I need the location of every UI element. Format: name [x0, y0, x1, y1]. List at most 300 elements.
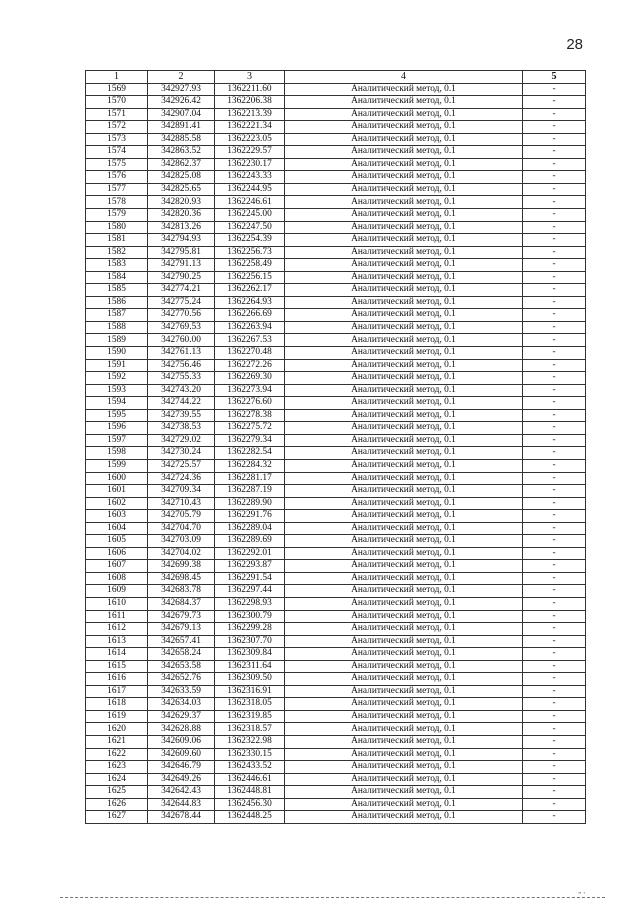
y-coordinate-cell: 1362276.60	[215, 397, 285, 410]
x-coordinate-cell: 342724.36	[148, 472, 215, 485]
method-cell: Аналитический метод, 0.1	[285, 196, 523, 209]
table-row	[86, 434, 586, 447]
method-cell: Аналитический метод, 0.1	[285, 334, 523, 347]
accuracy-cell: -	[523, 96, 586, 109]
method-cell: Аналитический метод, 0.1	[285, 372, 523, 385]
table-row	[86, 409, 586, 422]
method-cell: Аналитический метод, 0.1	[285, 522, 523, 535]
table-row	[86, 585, 586, 598]
x-coordinate-cell: 342649.26	[148, 773, 215, 786]
x-coordinate-cell: 342634.03	[148, 698, 215, 711]
y-coordinate-cell: 1362211.60	[215, 83, 285, 96]
method-cell: Аналитический метод, 0.1	[285, 409, 523, 422]
method-cell: Аналитический метод, 0.1	[285, 585, 523, 598]
table-row	[86, 422, 586, 435]
point-number-cell: 1607	[86, 560, 148, 573]
accuracy-cell: -	[523, 209, 586, 222]
point-number-cell: 1581	[86, 234, 148, 247]
point-number-cell: 1608	[86, 572, 148, 585]
x-coordinate-cell: 342820.36	[148, 209, 215, 222]
method-cell: Аналитический метод, 0.1	[285, 133, 523, 146]
point-number-cell: 1620	[86, 723, 148, 736]
accuracy-cell: -	[523, 459, 586, 472]
y-coordinate-cell: 1362293.87	[215, 560, 285, 573]
y-coordinate-cell: 1362243.33	[215, 171, 285, 184]
table-row	[86, 133, 586, 146]
x-coordinate-cell: 342710.43	[148, 497, 215, 510]
y-coordinate-cell: 1362289.90	[215, 497, 285, 510]
y-coordinate-cell: 1362244.95	[215, 183, 285, 196]
table-row	[86, 183, 586, 196]
table-row	[86, 359, 586, 372]
table-row	[86, 673, 586, 686]
method-cell: Аналитический метод, 0.1	[285, 146, 523, 159]
point-number-cell: 1594	[86, 397, 148, 410]
table-row	[86, 560, 586, 573]
accuracy-cell: -	[523, 434, 586, 447]
method-cell: Аналитический метод, 0.1	[285, 384, 523, 397]
point-number-cell: 1589	[86, 334, 148, 347]
point-number-cell: 1609	[86, 585, 148, 598]
table-row	[86, 597, 586, 610]
table-row	[86, 334, 586, 347]
table-row	[86, 547, 586, 560]
accuracy-cell: -	[523, 673, 586, 686]
point-number-cell: 1603	[86, 510, 148, 523]
y-coordinate-cell: 1362318.05	[215, 698, 285, 711]
table-row	[86, 221, 586, 234]
x-coordinate-cell: 342791.13	[148, 259, 215, 272]
x-coordinate-cell: 342774.21	[148, 284, 215, 297]
point-number-cell: 1585	[86, 284, 148, 297]
point-number-cell: 1617	[86, 685, 148, 698]
method-cell: Аналитический метод, 0.1	[285, 685, 523, 698]
y-coordinate-cell: 1362282.54	[215, 447, 285, 460]
x-coordinate-cell: 342825.08	[148, 171, 215, 184]
x-coordinate-cell: 342653.58	[148, 660, 215, 673]
method-cell: Аналитический метод, 0.1	[285, 535, 523, 548]
accuracy-cell: -	[523, 83, 586, 96]
page-number: 28	[566, 36, 583, 53]
method-cell: Аналитический метод, 0.1	[285, 497, 523, 510]
y-coordinate-cell: 1362291.54	[215, 572, 285, 585]
accuracy-cell: -	[523, 133, 586, 146]
table-row	[86, 610, 586, 623]
point-number-cell: 1623	[86, 761, 148, 774]
y-coordinate-cell: 1362229.57	[215, 146, 285, 159]
accuracy-cell: -	[523, 397, 586, 410]
accuracy-cell: -	[523, 547, 586, 560]
accuracy-cell: -	[523, 296, 586, 309]
accuracy-cell: -	[523, 761, 586, 774]
method-cell: Аналитический метод, 0.1	[285, 296, 523, 309]
accuracy-cell: -	[523, 786, 586, 799]
y-coordinate-cell: 1362275.72	[215, 422, 285, 435]
method-cell: Аналитический метод, 0.1	[285, 259, 523, 272]
point-number-cell: 1604	[86, 522, 148, 535]
method-cell: Аналитический метод, 0.1	[285, 748, 523, 761]
point-number-cell: 1619	[86, 710, 148, 723]
method-cell: Аналитический метод, 0.1	[285, 121, 523, 134]
method-cell: Аналитический метод, 0.1	[285, 811, 523, 824]
method-cell: Аналитический метод, 0.1	[285, 447, 523, 460]
y-coordinate-cell: 1362309.84	[215, 648, 285, 661]
accuracy-cell: -	[523, 610, 586, 623]
table-row	[86, 685, 586, 698]
table-row	[86, 660, 586, 673]
y-coordinate-cell: 1362230.17	[215, 158, 285, 171]
x-coordinate-cell: 342679.13	[148, 623, 215, 636]
method-cell: Аналитический метод, 0.1	[285, 572, 523, 585]
coordinates-table	[85, 70, 586, 824]
accuracy-cell: -	[523, 735, 586, 748]
x-coordinate-cell: 342704.02	[148, 547, 215, 560]
x-coordinate-cell: 342725.57	[148, 459, 215, 472]
method-cell: Аналитический метод, 0.1	[285, 309, 523, 322]
footer-mark: ” ’	[578, 891, 585, 900]
method-cell: Аналитический метод, 0.1	[285, 648, 523, 661]
y-coordinate-cell: 1362266.69	[215, 309, 285, 322]
method-cell: Аналитический метод, 0.1	[285, 347, 523, 360]
accuracy-cell: -	[523, 660, 586, 673]
method-cell: Аналитический метод, 0.1	[285, 698, 523, 711]
accuracy-cell: -	[523, 121, 586, 134]
accuracy-cell: -	[523, 246, 586, 259]
x-coordinate-cell: 342770.56	[148, 309, 215, 322]
accuracy-cell: -	[523, 447, 586, 460]
y-coordinate-cell: 1362281.17	[215, 472, 285, 485]
y-coordinate-cell: 1362221.34	[215, 121, 285, 134]
accuracy-cell: -	[523, 497, 586, 510]
x-coordinate-cell: 342775.24	[148, 296, 215, 309]
method-cell: Аналитический метод, 0.1	[285, 271, 523, 284]
table-row	[86, 698, 586, 711]
table-row	[86, 397, 586, 410]
method-cell: Аналитический метод, 0.1	[285, 221, 523, 234]
point-number-cell: 1576	[86, 171, 148, 184]
point-number-cell: 1593	[86, 384, 148, 397]
header-col-3: 3	[215, 71, 285, 84]
y-coordinate-cell: 1362318.57	[215, 723, 285, 736]
point-number-cell: 1616	[86, 673, 148, 686]
accuracy-cell: -	[523, 811, 586, 824]
method-cell: Аналитический метод, 0.1	[285, 560, 523, 573]
header-col-5: 5	[523, 71, 586, 84]
method-cell: Аналитический метод, 0.1	[285, 422, 523, 435]
y-coordinate-cell: 1362256.15	[215, 271, 285, 284]
accuracy-cell: -	[523, 510, 586, 523]
table-row	[86, 735, 586, 748]
accuracy-cell: -	[523, 347, 586, 360]
y-coordinate-cell: 1362223.05	[215, 133, 285, 146]
y-coordinate-cell: 1362291.76	[215, 510, 285, 523]
table-row	[86, 321, 586, 334]
point-number-cell: 1614	[86, 648, 148, 661]
point-number-cell: 1622	[86, 748, 148, 761]
y-coordinate-cell: 1362433.52	[215, 761, 285, 774]
method-cell: Аналитический метод, 0.1	[285, 397, 523, 410]
x-coordinate-cell: 342790.25	[148, 271, 215, 284]
method-cell: Аналитический метод, 0.1	[285, 158, 523, 171]
point-number-cell: 1570	[86, 96, 148, 109]
table-row	[86, 196, 586, 209]
accuracy-cell: -	[523, 635, 586, 648]
x-coordinate-cell: 342704.70	[148, 522, 215, 535]
x-coordinate-cell: 342698.45	[148, 572, 215, 585]
method-cell: Аналитический метод, 0.1	[285, 510, 523, 523]
accuracy-cell: -	[523, 183, 586, 196]
table-row	[86, 234, 586, 247]
accuracy-cell: -	[523, 710, 586, 723]
point-number-cell: 1624	[86, 773, 148, 786]
y-coordinate-cell: 1362270.48	[215, 347, 285, 360]
x-coordinate-cell: 342744.22	[148, 397, 215, 410]
accuracy-cell: -	[523, 685, 586, 698]
table-row	[86, 171, 586, 184]
point-number-cell: 1626	[86, 798, 148, 811]
point-number-cell: 1569	[86, 83, 148, 96]
table-row	[86, 786, 586, 799]
x-coordinate-cell: 342820.93	[148, 196, 215, 209]
y-coordinate-cell: 1362206.38	[215, 96, 285, 109]
header-col-1: 1	[86, 71, 148, 84]
point-number-cell: 1597	[86, 434, 148, 447]
table-row	[86, 472, 586, 485]
x-coordinate-cell: 342891.41	[148, 121, 215, 134]
method-cell: Аналитический метод, 0.1	[285, 723, 523, 736]
table-row	[86, 146, 586, 159]
accuracy-cell: -	[523, 698, 586, 711]
x-coordinate-cell: 342755.33	[148, 372, 215, 385]
y-coordinate-cell: 1362247.50	[215, 221, 285, 234]
table-row	[86, 798, 586, 811]
table-row	[86, 309, 586, 322]
table-row	[86, 447, 586, 460]
x-coordinate-cell: 342703.09	[148, 535, 215, 548]
point-number-cell: 1573	[86, 133, 148, 146]
y-coordinate-cell: 1362278.38	[215, 409, 285, 422]
method-cell: Аналитический метод, 0.1	[285, 209, 523, 222]
x-coordinate-cell: 342678.44	[148, 811, 215, 824]
y-coordinate-cell: 1362446.61	[215, 773, 285, 786]
point-number-cell: 1574	[86, 146, 148, 159]
x-coordinate-cell: 342743.20	[148, 384, 215, 397]
accuracy-cell: -	[523, 560, 586, 573]
point-number-cell: 1610	[86, 597, 148, 610]
y-coordinate-cell: 1362297.44	[215, 585, 285, 598]
table-row	[86, 811, 586, 824]
point-number-cell: 1601	[86, 485, 148, 498]
method-cell: Аналитический метод, 0.1	[285, 284, 523, 297]
table-row	[86, 296, 586, 309]
y-coordinate-cell: 1362298.93	[215, 597, 285, 610]
x-coordinate-cell: 342705.79	[148, 510, 215, 523]
point-number-cell: 1598	[86, 447, 148, 460]
accuracy-cell: -	[523, 309, 586, 322]
point-number-cell: 1584	[86, 271, 148, 284]
point-number-cell: 1586	[86, 296, 148, 309]
y-coordinate-cell: 1362319.85	[215, 710, 285, 723]
table-row	[86, 510, 586, 523]
method-cell: Аналитический метод, 0.1	[285, 83, 523, 96]
y-coordinate-cell: 1362273.94	[215, 384, 285, 397]
method-cell: Аналитический метод, 0.1	[285, 660, 523, 673]
y-coordinate-cell: 1362448.81	[215, 786, 285, 799]
x-coordinate-cell: 342756.46	[148, 359, 215, 372]
point-number-cell: 1592	[86, 372, 148, 385]
x-coordinate-cell: 342652.76	[148, 673, 215, 686]
table-row	[86, 623, 586, 636]
table-row	[86, 497, 586, 510]
method-cell: Аналитический метод, 0.1	[285, 761, 523, 774]
x-coordinate-cell: 342907.04	[148, 108, 215, 121]
point-number-cell: 1596	[86, 422, 148, 435]
method-cell: Аналитический метод, 0.1	[285, 359, 523, 372]
header-col-2: 2	[148, 71, 215, 84]
table-row	[86, 83, 586, 96]
y-coordinate-cell: 1362284.32	[215, 459, 285, 472]
point-number-cell: 1590	[86, 347, 148, 360]
method-cell: Аналитический метод, 0.1	[285, 597, 523, 610]
accuracy-cell: -	[523, 158, 586, 171]
point-number-cell: 1572	[86, 121, 148, 134]
x-coordinate-cell: 342927.93	[148, 83, 215, 96]
method-cell: Аналитический метод, 0.1	[285, 485, 523, 498]
accuracy-cell: -	[523, 597, 586, 610]
method-cell: Аналитический метод, 0.1	[285, 96, 523, 109]
table-row	[86, 710, 586, 723]
x-coordinate-cell: 342739.55	[148, 409, 215, 422]
table-row	[86, 271, 586, 284]
accuracy-cell: -	[523, 372, 586, 385]
x-coordinate-cell: 342885.58	[148, 133, 215, 146]
method-cell: Аналитический метод, 0.1	[285, 798, 523, 811]
x-coordinate-cell: 342609.60	[148, 748, 215, 761]
method-cell: Аналитический метод, 0.1	[285, 246, 523, 259]
y-coordinate-cell: 1362213.39	[215, 108, 285, 121]
accuracy-cell: -	[523, 171, 586, 184]
x-coordinate-cell: 342795.81	[148, 246, 215, 259]
x-coordinate-cell: 342769.53	[148, 321, 215, 334]
table-row	[86, 259, 586, 272]
method-cell: Аналитический метод, 0.1	[285, 459, 523, 472]
point-number-cell: 1627	[86, 811, 148, 824]
table-row	[86, 96, 586, 109]
accuracy-cell: -	[523, 572, 586, 585]
accuracy-cell: -	[523, 623, 586, 636]
accuracy-cell: -	[523, 284, 586, 297]
y-coordinate-cell: 1362269.30	[215, 372, 285, 385]
method-cell: Аналитический метод, 0.1	[285, 171, 523, 184]
x-coordinate-cell: 342657.41	[148, 635, 215, 648]
method-cell: Аналитический метод, 0.1	[285, 234, 523, 247]
point-number-cell: 1611	[86, 610, 148, 623]
point-number-cell: 1595	[86, 409, 148, 422]
point-number-cell: 1600	[86, 472, 148, 485]
method-cell: Аналитический метод, 0.1	[285, 773, 523, 786]
table-row	[86, 459, 586, 472]
point-number-cell: 1625	[86, 786, 148, 799]
y-coordinate-cell: 1362292.01	[215, 547, 285, 560]
table-header-row	[86, 71, 586, 84]
point-number-cell: 1605	[86, 535, 148, 548]
accuracy-cell: -	[523, 773, 586, 786]
point-number-cell: 1575	[86, 158, 148, 171]
y-coordinate-cell: 1362279.34	[215, 434, 285, 447]
x-coordinate-cell: 342729.02	[148, 434, 215, 447]
table-row	[86, 246, 586, 259]
y-coordinate-cell: 1362289.69	[215, 535, 285, 548]
accuracy-cell: -	[523, 234, 586, 247]
accuracy-cell: -	[523, 384, 586, 397]
point-number-cell: 1618	[86, 698, 148, 711]
x-coordinate-cell: 342679.73	[148, 610, 215, 623]
accuracy-cell: -	[523, 585, 586, 598]
x-coordinate-cell: 342683.78	[148, 585, 215, 598]
y-coordinate-cell: 1362246.61	[215, 196, 285, 209]
y-coordinate-cell: 1362256.73	[215, 246, 285, 259]
accuracy-cell: -	[523, 108, 586, 121]
y-coordinate-cell: 1362245.00	[215, 209, 285, 222]
y-coordinate-cell: 1362309.50	[215, 673, 285, 686]
table-row	[86, 108, 586, 121]
point-number-cell: 1602	[86, 497, 148, 510]
x-coordinate-cell: 342644.83	[148, 798, 215, 811]
table-row	[86, 723, 586, 736]
y-coordinate-cell: 1362300.79	[215, 610, 285, 623]
y-coordinate-cell: 1362262.17	[215, 284, 285, 297]
accuracy-cell: -	[523, 522, 586, 535]
method-cell: Аналитический метод, 0.1	[285, 434, 523, 447]
y-coordinate-cell: 1362258.49	[215, 259, 285, 272]
table-row	[86, 384, 586, 397]
accuracy-cell: -	[523, 146, 586, 159]
accuracy-cell: -	[523, 748, 586, 761]
method-cell: Аналитический метод, 0.1	[285, 472, 523, 485]
accuracy-cell: -	[523, 798, 586, 811]
header-col-4: 4	[285, 71, 523, 84]
accuracy-cell: -	[523, 472, 586, 485]
accuracy-cell: -	[523, 321, 586, 334]
table-row	[86, 372, 586, 385]
footer-divider	[60, 897, 605, 898]
accuracy-cell: -	[523, 259, 586, 272]
y-coordinate-cell: 1362316.91	[215, 685, 285, 698]
x-coordinate-cell: 342825.65	[148, 183, 215, 196]
accuracy-cell: -	[523, 359, 586, 372]
method-cell: Аналитический метод, 0.1	[285, 623, 523, 636]
point-number-cell: 1571	[86, 108, 148, 121]
accuracy-cell: -	[523, 409, 586, 422]
point-number-cell: 1591	[86, 359, 148, 372]
x-coordinate-cell: 342761.13	[148, 347, 215, 360]
accuracy-cell: -	[523, 723, 586, 736]
point-number-cell: 1587	[86, 309, 148, 322]
table-row	[86, 158, 586, 171]
y-coordinate-cell: 1362311.64	[215, 660, 285, 673]
point-number-cell: 1588	[86, 321, 148, 334]
table-row	[86, 635, 586, 648]
table-row	[86, 572, 586, 585]
accuracy-cell: -	[523, 334, 586, 347]
table-row	[86, 209, 586, 222]
x-coordinate-cell: 342862.37	[148, 158, 215, 171]
method-cell: Аналитический метод, 0.1	[285, 183, 523, 196]
method-cell: Аналитический метод, 0.1	[285, 547, 523, 560]
x-coordinate-cell: 342738.53	[148, 422, 215, 435]
point-number-cell: 1615	[86, 660, 148, 673]
x-coordinate-cell: 342646.79	[148, 761, 215, 774]
